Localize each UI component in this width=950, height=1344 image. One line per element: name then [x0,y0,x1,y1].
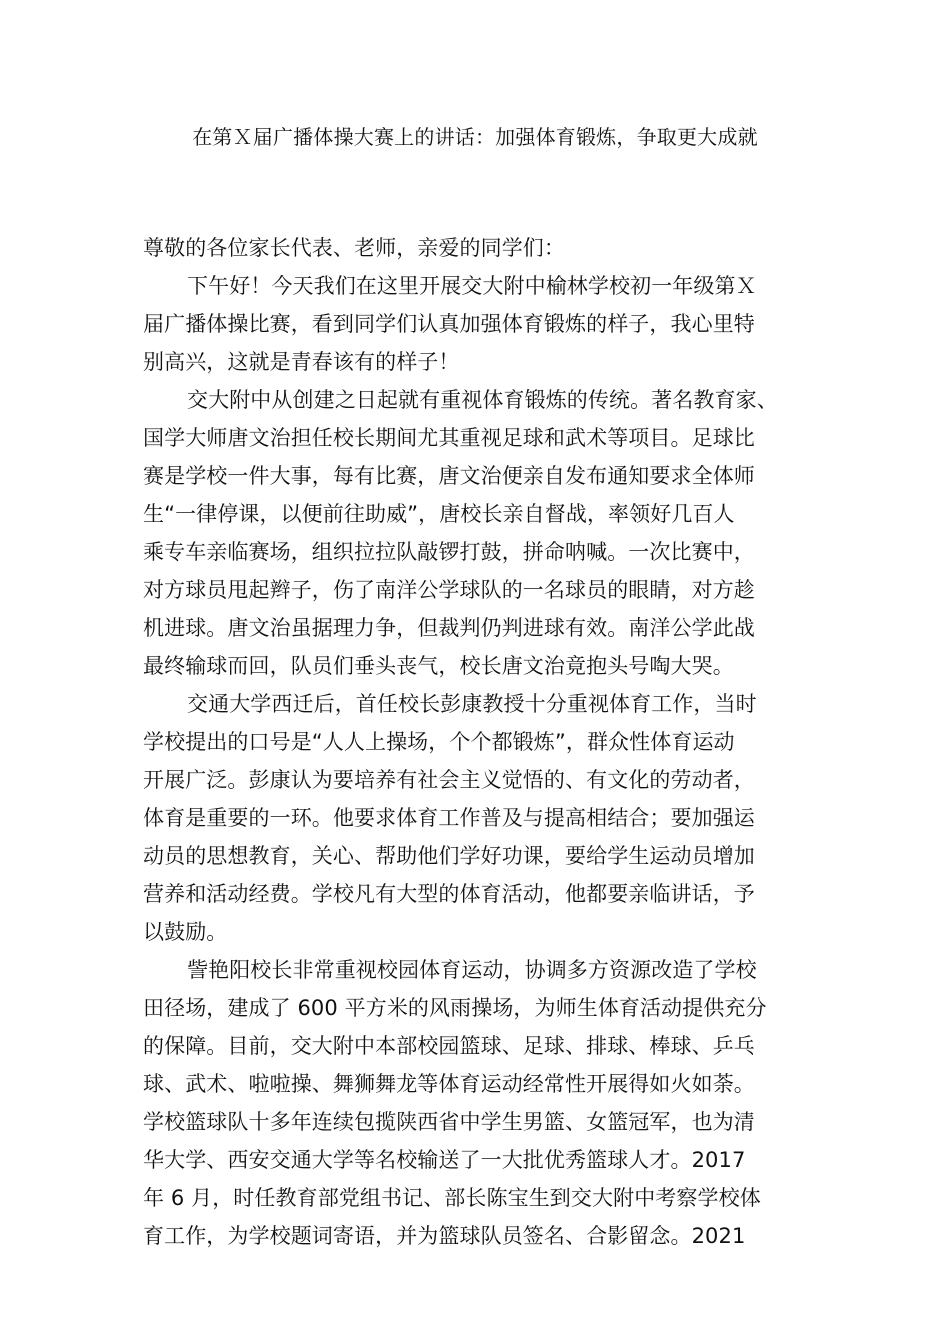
paragraph-line: 开展广泛。彭康认为要培养有社会主义觉悟的、有文化的劳动者， [143,768,755,792]
paragraph-line: 华大学、西安交通大学等名校输送了一大批优秀篮球人才。2017 [143,1148,746,1172]
paragraph-line: 赛是学校一件大事，每有比赛，唐文治便亲自发布通知要求全体师 [143,464,755,488]
paragraph-line: 球、武术、啦啦操、舞狮舞龙等体育运动经常性开展得如火如荼。 [143,1072,755,1096]
paragraph-line: 田径场，建成了 600 平方米的风雨操场，为师生体育活动提供充分 [143,996,767,1020]
paragraph-line: 体育是重要的一环。他要求体育工作普及与提高相结合；要加强运 [143,806,755,830]
salutation-line: 尊敬的各位家长代表、老师，亲爱的同学们： [143,236,565,260]
paragraph-line: 最终输球而回，队员们垂头丧气，校长唐文治竟抱头号啕大哭。 [143,654,734,678]
paragraph-line: 年 6 月，时任教育部党组书记、部长陈宝生到交大附中考察学校体 [143,1186,761,1210]
document-title: 在第Ｘ届广播体操大赛上的讲话：加强体育锻炼，争取更大成就 [192,125,758,149]
paragraph-line: 以鼓励。 [143,920,228,944]
paragraph-line: 营养和活动经费。学校凡有大型的体育活动，他都要亲临讲话，予 [143,882,755,906]
document-body [143,229,823,1255]
paragraph-line: 学校提出的口号是“人人上操场，个个都锻炼”，群众性体育运动 [143,730,735,754]
paragraph-line: 育工作，为学校题词寄语，并为篮球队员签名、合影留念。2021 [143,1224,746,1248]
paragraph-line: 动员的思想教育，关心、帮助他们学好功课，要给学生运动员增加 [143,844,755,868]
paragraph-line: 机进球。唐文治虽据理力争，但裁判仍判进球有效。南洋公学此战 [143,616,755,640]
paragraph-line: 的保障。目前，交大附中本部校园篮球、足球、排球、棒球、乒乓 [143,1034,755,1058]
paragraph-line: 对方球员甩起辫子，伤了南洋公学球队的一名球员的眼睛，对方趁 [143,578,755,602]
paragraph-line: 交通大学西迁后，首任校长彭康教授十分重视体育工作，当时 [187,692,757,716]
paragraph-line: 生“一律停课，以便前往助威”，唐校长亲自督战，率领好几百人 [143,502,735,526]
paragraph-line: 学校篮球队十多年连续包揽陕西省中学生男篮、女篮冠军，也为清 [143,1110,755,1134]
paragraph-line: 别高兴，这就是青春该有的样子！ [143,350,460,374]
paragraph-line: 国学大师唐文治担任校长期间尤其重视足球和武术等项目。足球比 [143,426,755,450]
paragraph-line: 訾艳阳校长非常重视校园体育运动，协调多方资源改造了学校 [187,958,757,982]
paragraph-line: 下午好！今天我们在这里开展交大附中榆林学校初一年级第Ｘ [187,274,757,298]
paragraph-line: 乘专车亲临赛场，组织拉拉队敲锣打鼓，拼命呐喊。一次比赛中， [143,540,755,564]
paragraph-line: 交大附中从创建之日起就有重视体育锻炼的传统。著名教育家、 [187,388,778,412]
paragraph-line: 届广播体操比赛，看到同学们认真加强体育锻炼的样子，我心里特 [143,312,755,336]
